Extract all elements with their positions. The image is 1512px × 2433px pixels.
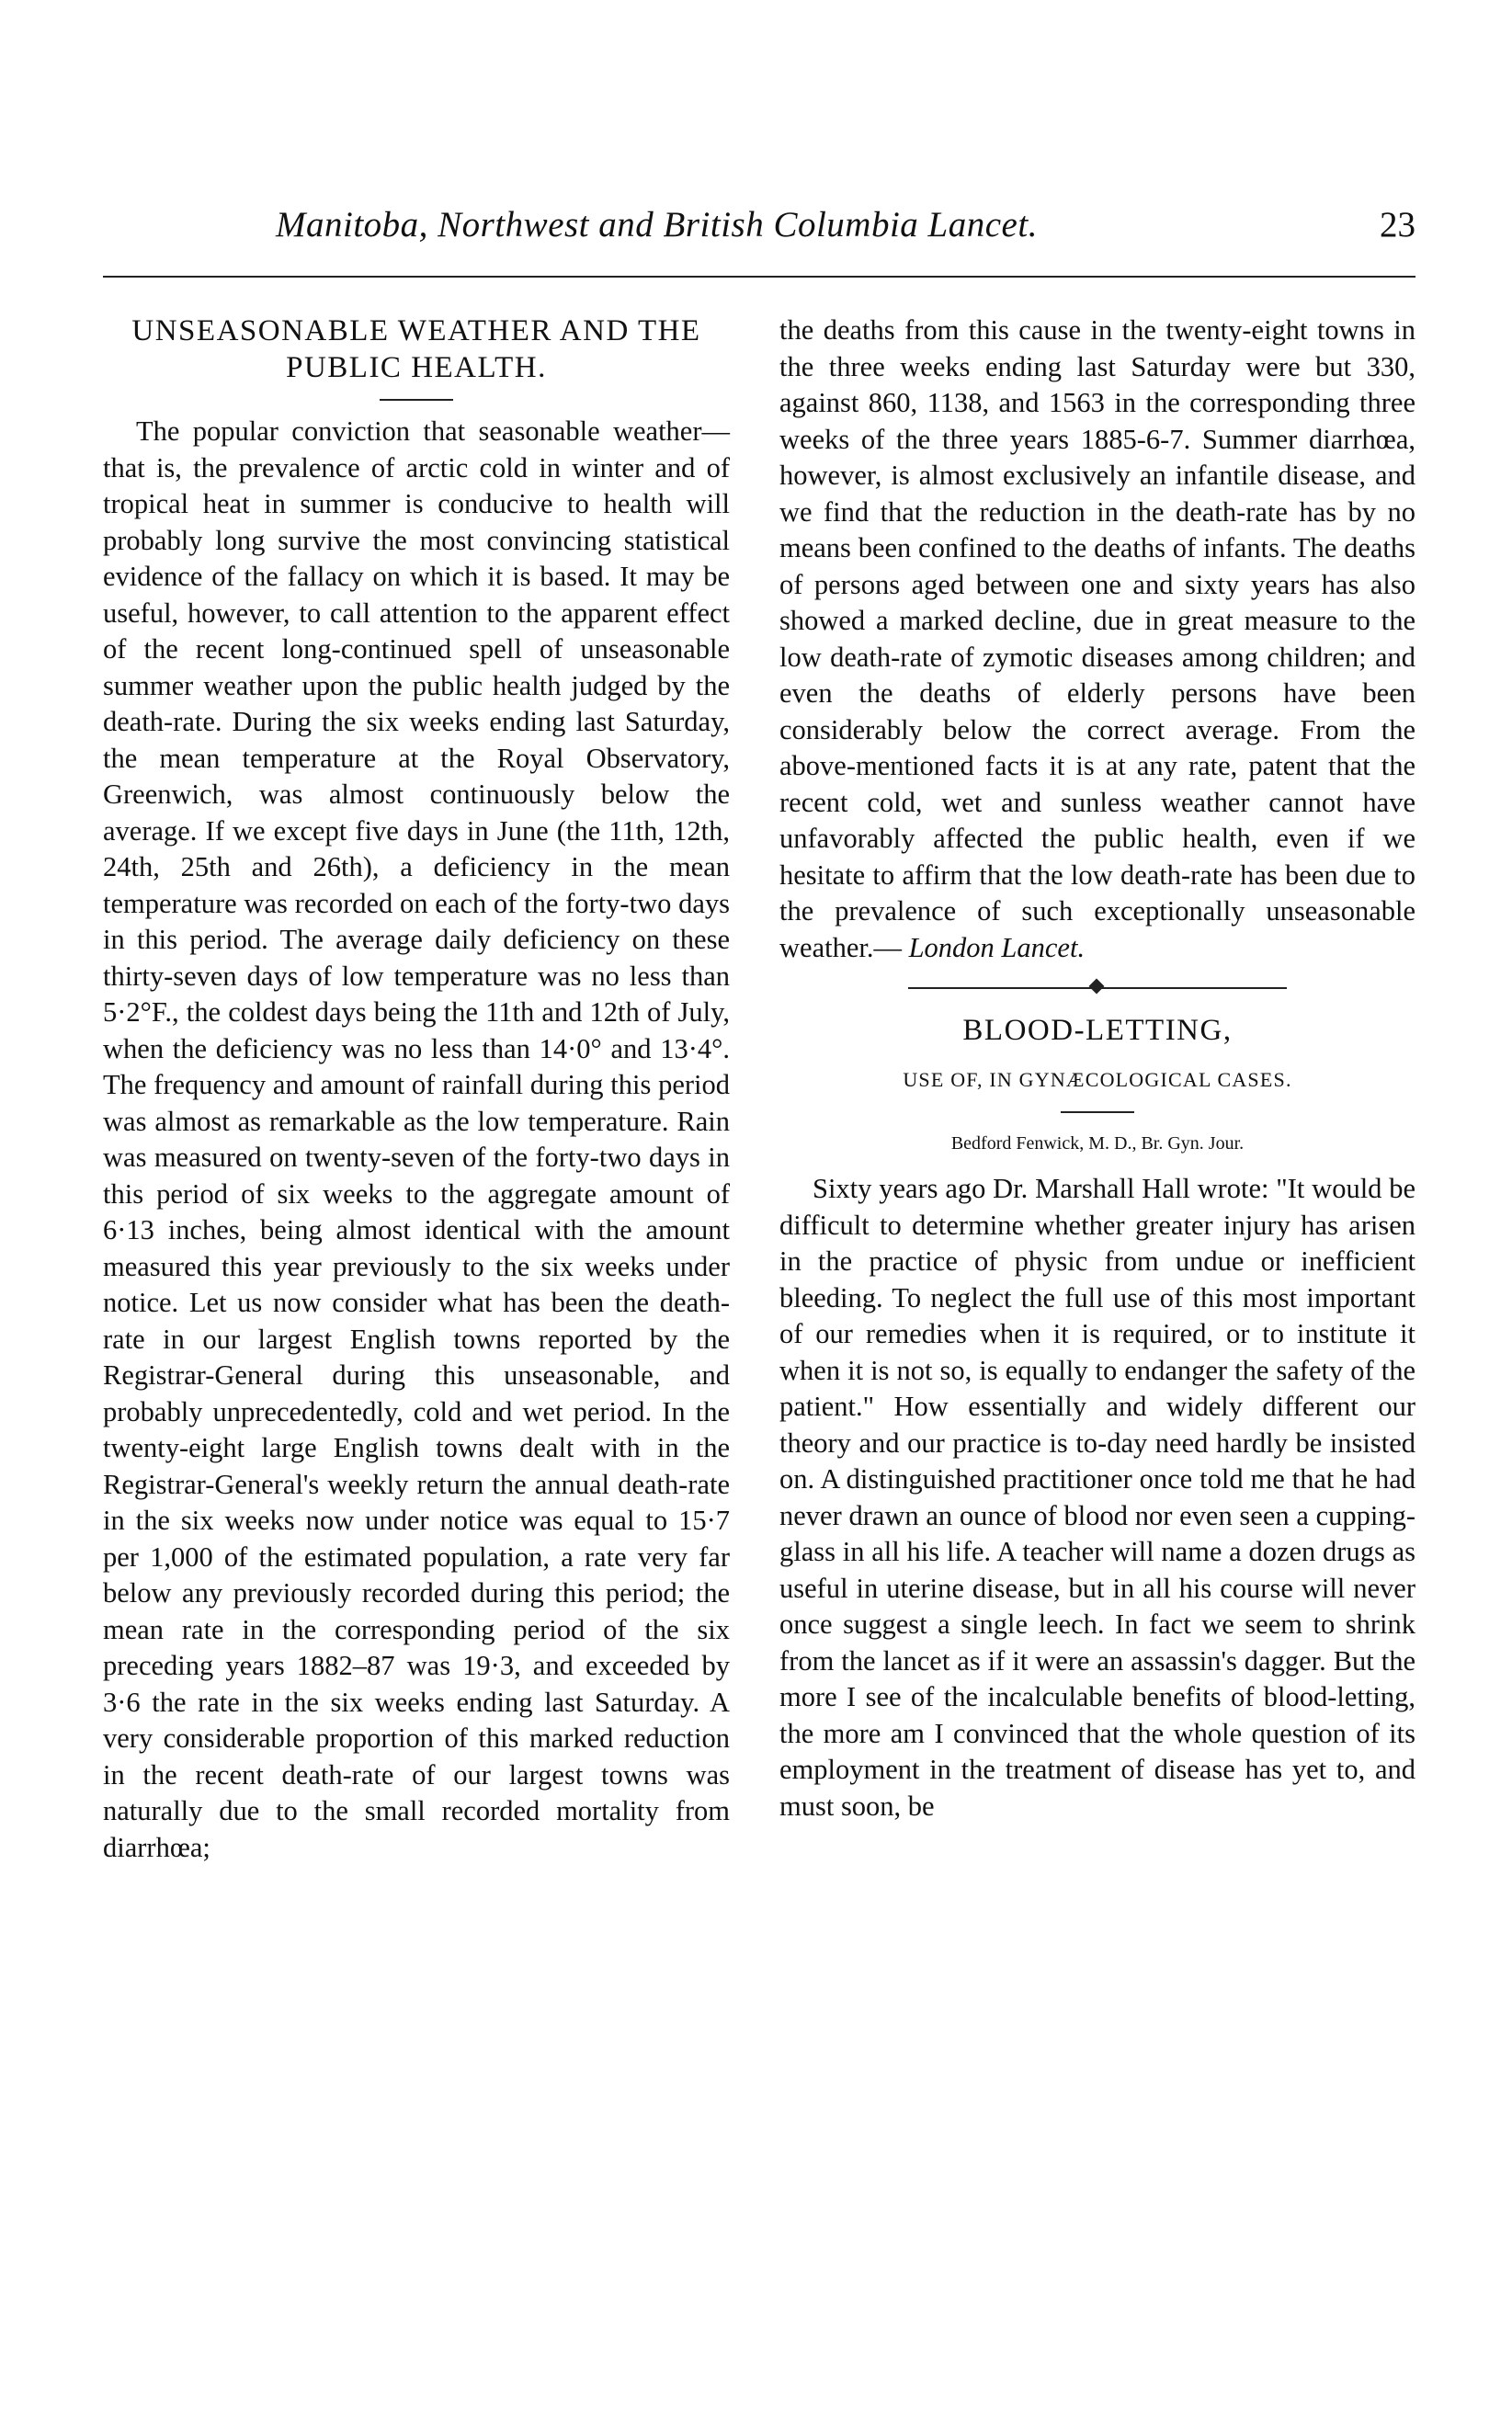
left-column [103, 313, 730, 1866]
article-body-weather: The popular conviction that seasonable weather—that is, the prevalence of arctic cold in winter and of tropical heat in summer is conducive to health will probably long survive the most convincing statistical evidence of the fallacy on which it is based. It may be useful, however, to call attention to the apparent effect of the recent long-continued spell of unseasonable summer weather upon the public health judged by the death-rate. During the six weeks ending last Saturday, the mean temperature at the Royal Observatory, Greenwich, was almost continuously below the average. If we except five days in June (the 11th, 12th, 24th, 25th and 26th), a deficiency in the mean temperature was recorded on each of the forty-two days in this period. The average daily deficiency on these thirty-seven days of low temperature was no less than 5·2°F., the coldest days being the 11th and 12th of July, when the deficiency was no less than 14·0° and 13·4°. The frequency and amount of rainfall during this period was almost as remarkable as the low temperature. Rain was measured on twenty-seven of the forty-two days in this period of six weeks to the aggregate amount of 6·13 inches, being almost identical with the amount measured this year previously to the six weeks under notice. Let us now consider what has been the death-rate in our largest English towns reported by the Registrar-General during this unseasonable, and probably unprecedentedly, cold and wet period. In the twenty-eight large English towns dealt with in the Registrar-General's weekly return the annual death-rate in the six weeks now under notice was equal to 15·7 per 1,000 of the estimated population, a rate very far below any previously recorded during this period; the mean rate in the corresponding period of the six preceding years 1882–87 was 19·3, and exceeded by 3·6 the rate in the six weeks ending last Saturday. A very considerable proportion of this marked reduction in the recent death-rate of our largest towns was naturally due to the small recorded mortality from diarrhœa; [103, 415, 730, 1863]
continuation-text: the deaths from this cause in the twenty-eight towns in the three weeks ending last Saturday were but 330, against 860, 1138, and 1563 in the corresponding three weeks of the three years 1885-6-7. Summer diarrhœa, however, is almost exclusively an infantile disease, and we find that the reduction in the death-rate has by no means been confined to the deaths of infants. The deaths of persons aged between one and sixty years has also showed a marked decline, due in great measure to the low death-rate of zymotic diseases among children; and even the deaths of elderly persons have been considerably below the correct average. From the above-mentioned facts it is at any rate, patent that the recent cold, wet and sunless weather cannot have unfavorably affected the public health, even if we hesitate to affirm that the low death-rate has been due to the prevalence of such exceptionally unseasonable weather.— [779, 314, 1415, 963]
journal-title: Manitoba, Northwest and British Columbia Lancet. [276, 205, 1038, 244]
diamond-icon [1089, 979, 1105, 995]
article-continuation-weather [779, 313, 1415, 966]
header-rule [103, 276, 1415, 278]
section-divider-ornament [779, 979, 1415, 997]
article-heading-weather: UNSEASONABLE WEATHER AND THE PUBLIC HEALTH. [131, 314, 701, 384]
article-byline: Bedford Fenwick, M. D., Br. Gyn. Jour. [950, 1132, 1245, 1154]
article-subheading: USE OF, IN GYNÆCOLOGICAL CASES. [903, 1068, 1292, 1091]
heading-rule [380, 399, 453, 401]
article-body-bloodletting: Sixty years ago Dr. Marshall Hall wrote: "It would be difficult to determine whether greater injury has arisen in the practice of physic from undue or inefficient bleeding. To neglect the full use of this most important of our remedies when it is required, or to institute it when it is not so, is equally to endanger the safety of the patient." How essentially and widely different our theory and our practice is to-day need hardly be insisted on. A distinguished practitioner once told me that he had never drawn an ounce of blood nor even seen a cupping-glass in all his life. A teacher will name a dozen drugs as useful in uterine disease, but in all his course will never once suggest a single leech. In fact we seem to shrink from the lancet as if it were an assassin's dagger. But the more I see of the incalculable benefits of blood-letting, the more am I convinced that the whole question of its employment in the treatment of disease has yet to, and must soon, be [779, 1173, 1415, 1822]
article-signature: London Lancet. [908, 931, 1086, 963]
subheading-rule [1061, 1111, 1134, 1113]
article-heading-bloodletting: BLOOD-LETTING, [962, 1014, 1233, 1047]
running-header [276, 204, 1415, 250]
page-number: 23 [1380, 205, 1415, 244]
right-column [779, 313, 1415, 1825]
